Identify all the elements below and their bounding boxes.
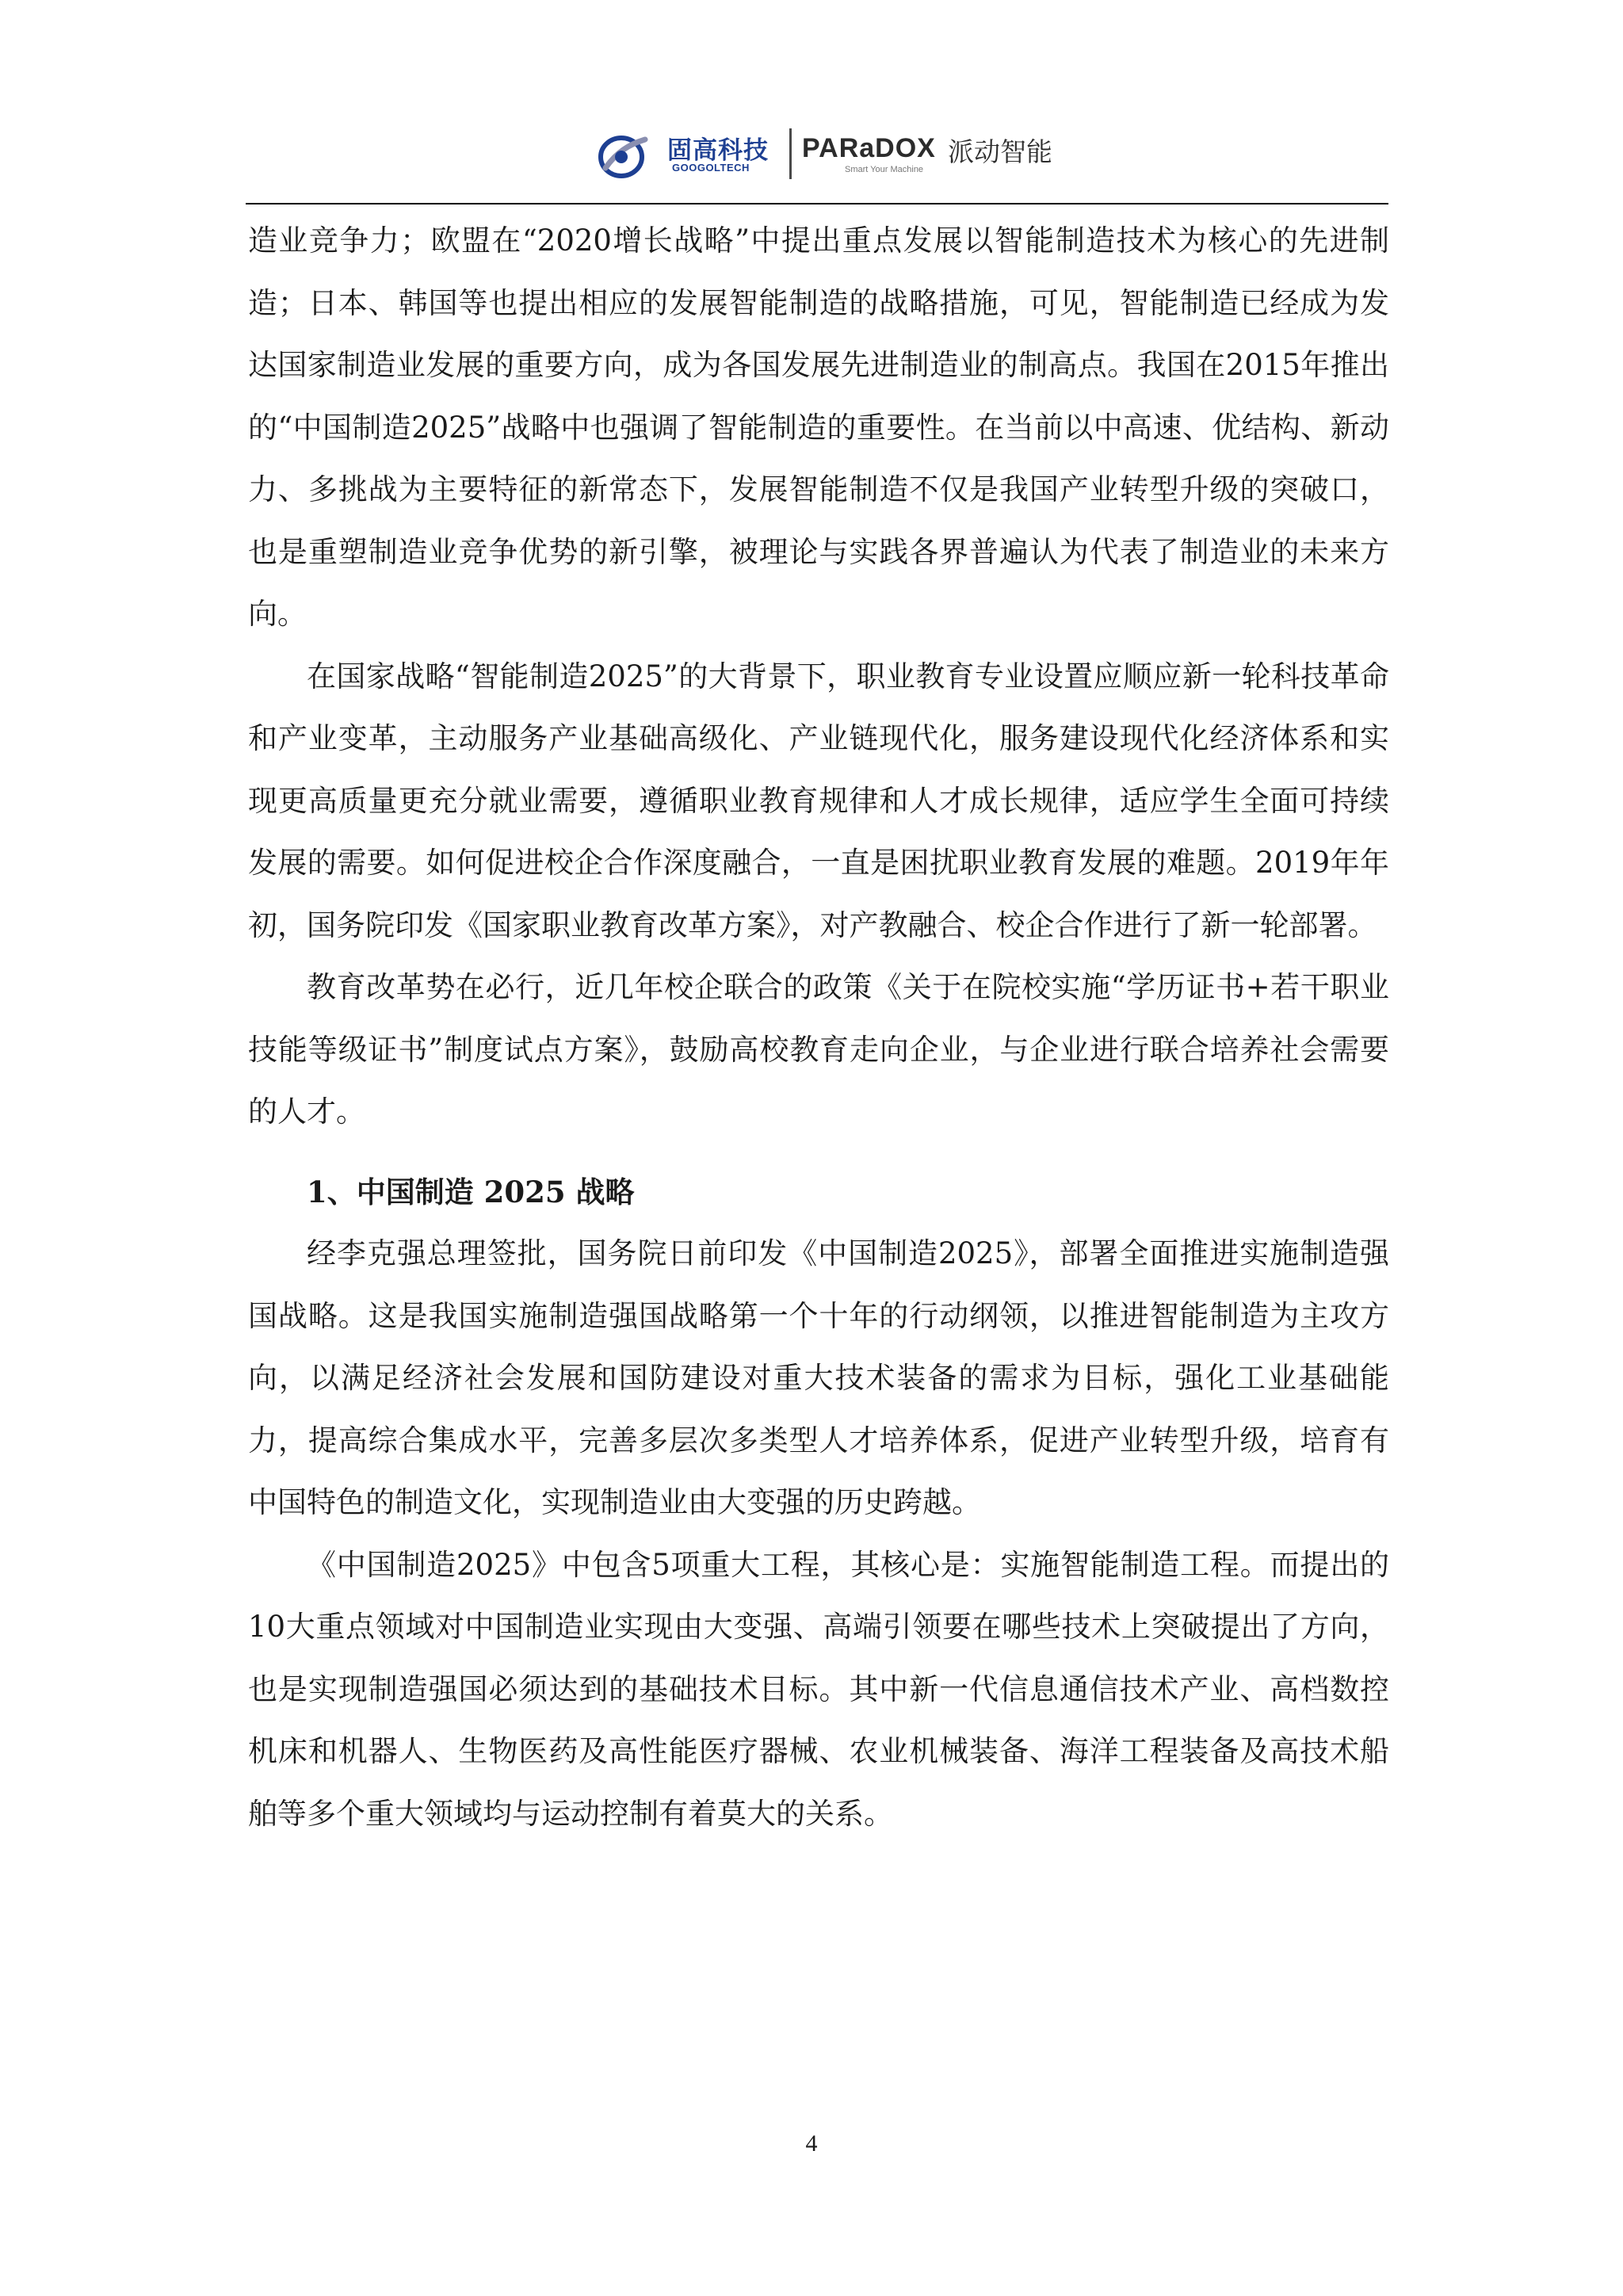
paragraph: 《中国制造2025》中包含5项重大工程，其核心是：实施智能制造工程。而提出的10大重点领域对中国制造业实现由大变强、高端引领要在哪些技术上突破提出了方向，也是实现制造强国必须达到的基础技术目标。其中新一代信息通信技术产业、高档数控机床和机器人、生物医药及高性能医疗器械、农业机械装备、海洋工程装备及高技术船舶等多个重大领域均与运动控制有着莫大的关系。 <box>248 1547 1389 1831</box>
header-rule <box>246 203 1388 204</box>
paradox-tagline: Smart Your Machine <box>845 165 924 174</box>
document-body <box>248 210 1389 1845</box>
logo-divider <box>789 128 792 179</box>
paragraph: 造业竞争力；欧盟在“2020增长战略”中提出重点发展以智能制造技术为核心的先进制造；日本、韩国等也提出相应的发展智能制造的战略措施，可见，智能制造已经成为发达国家制造业发展的重要方向，成为各国发展先进制造业的制高点。我国在2015年推出的“中国制造2025”战略中也强调了智能制造的重要性。在当前以中高速、优结构、新动力、多挑战为主要特征的新常态下，发展智能制造不仅是我国产业转型升级的突破口，也是重塑制造业竞争优势的新引擎，被理论与实践各界普遍认为代表了制造业的未来方向。 <box>248 223 1389 631</box>
paragraph: 教育改革势在必行，近几年校企联合的政策《关于在院校实施“学历证书+若干职业技能等级证书”制度试点方案》，鼓励高校教育走向企业，与企业进行联合培养社会需要的人才。 <box>248 970 1389 1129</box>
paragraph: 经李克强总理签批，国务院日前印发《中国制造2025》，部署全面推进实施制造强国战略。这是我国实施制造强国战略第一个十年的行动纲领，以推进智能制造为主攻方向，以满足经济社会发展和国防建设对重大技术装备的需求为目标，强化工业基础能力，提高综合集成水平，完善多层次多类型人才培养体系，促进产业转型升级，培育有中国特色的制造文化，实现制造业由大变强的历史跨越。 <box>248 1236 1389 1519</box>
page-header <box>246 125 1388 204</box>
paragraph: 在国家战略“智能制造2025”的大背景下，职业教育专业设置应顺应新一轮科技革命和产业变革，主动服务产业基础高级化、产业链现代化，服务建设现代化经济体系和实现更高质量更充分就业需要，遵循职业教育规律和人才成长规律，适应学生全面可持续发展的需要。如何促进校企合作深度融合，一直是困扰职业教育发展的难题。2019年年初，国务院印发《国家职业教育改革方案》，对产教融合、校企合作进行了新一轮部署。 <box>248 659 1389 942</box>
googoltech-emblem-icon <box>594 128 650 184</box>
googoltech-cn-name: 固高科技 <box>667 136 769 165</box>
paradox-cn-name: 派动智能 <box>948 136 1052 167</box>
company-logos <box>594 125 1054 181</box>
paradox-logo-text: PARaDOX <box>802 133 936 163</box>
section-heading: 1、中国制造 2025 战略 <box>307 1174 635 1209</box>
googoltech-en-name: GOOGOLTECH <box>672 162 750 174</box>
page-number: 4 <box>805 2130 818 2157</box>
